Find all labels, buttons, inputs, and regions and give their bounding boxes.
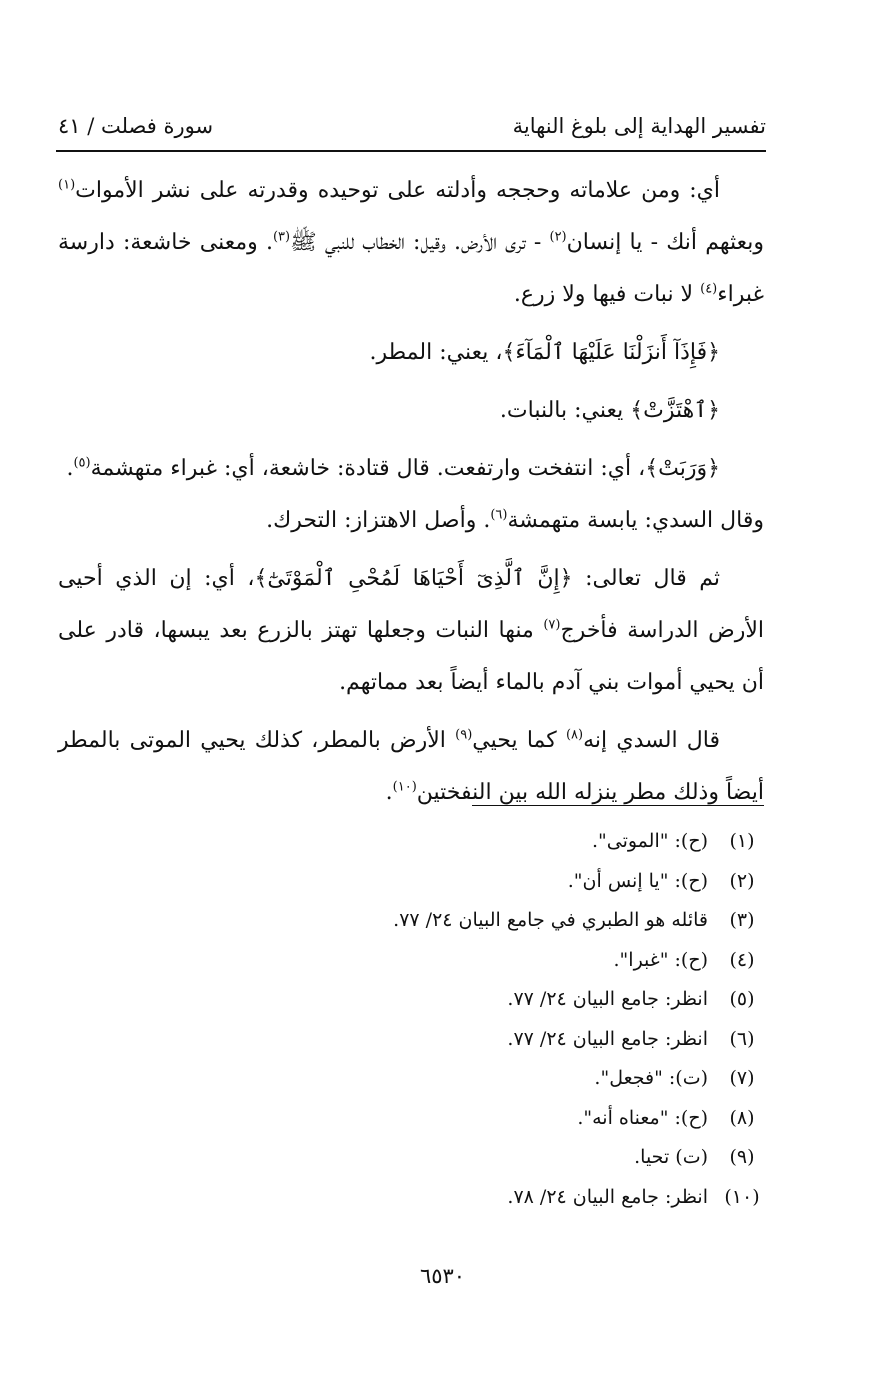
text-segment: . xyxy=(66,456,74,481)
footnote-ref-1[interactable]: (١) xyxy=(58,177,76,193)
text-segment: ، أي: إن الذي أحيى الأرض الدراسة فأخرج xyxy=(58,566,764,643)
page-number: ٦٥٣٠ xyxy=(419,1264,466,1288)
footnote-ref-10[interactable]: (١٠) xyxy=(392,779,417,795)
footnote-item xyxy=(58,1138,764,1178)
paragraph-3 xyxy=(58,385,764,437)
header-divider xyxy=(56,150,766,152)
text-segment: ، أي: انتفخت وارتفعت. قال قتادة: خاشعة، أي: غبراء متهشمة xyxy=(90,456,646,481)
footnote-text: انظر: جامع البيان ٢٤/ ٧٧. xyxy=(507,988,708,1010)
text-segment: لا نبات فيها ولا زرع. xyxy=(513,282,701,307)
text-segment: . xyxy=(385,780,393,805)
footnote-item xyxy=(58,980,764,1020)
footnote-number: (٩) xyxy=(729,1146,755,1168)
footnote-text: (ح): "يا إنس أن". xyxy=(567,869,708,892)
text-segment: أي: ومن علاماته وحججه وأدلته على توحيده وقدرته على نشر الأموات xyxy=(75,178,720,203)
footnote-text: (ح): "الموتى". xyxy=(591,830,708,852)
text-segment: كما يحيي xyxy=(472,728,566,753)
footnote-text: انظر: جامع البيان ٢٤/ ٧٨. xyxy=(507,1185,708,1208)
footnote-text: (ح): "معناه أنه". xyxy=(577,1106,708,1129)
footnote-number: (٨) xyxy=(729,1106,755,1129)
footnote-divider xyxy=(472,805,764,806)
text-segment: - ترى الأرض. وقيل: الخطاب للنبي ﷺ xyxy=(290,230,550,255)
paragraph-6 xyxy=(58,715,764,819)
surah-reference: سورة فصلت / ٤١ xyxy=(58,114,214,138)
footnote-number: (٦) xyxy=(729,1027,755,1050)
footnote-ref-7[interactable]: (٧) xyxy=(543,617,561,633)
text-segment: ، يعني: المطر. xyxy=(369,340,503,365)
footnote-ref-4[interactable]: (٤) xyxy=(700,281,718,297)
text-segment: قال السدي إنه xyxy=(583,728,720,753)
footnote-number: (٥) xyxy=(729,988,755,1010)
quran-verse: ﴿إِنَّ ٱلَّذِىٓ أَحْيَاهَا لَمُحْىِ ٱلْمَوْتَىٰٓ﴾ xyxy=(254,566,573,591)
paragraph-1 xyxy=(58,165,764,321)
footnote-number: (١٠) xyxy=(724,1185,760,1208)
footnote-number: (٤) xyxy=(729,948,755,971)
paragraph-5 xyxy=(58,553,764,709)
footnote-ref-3[interactable]: (٣) xyxy=(272,229,291,245)
footnote-ref-5[interactable]: (٥) xyxy=(73,455,91,471)
text-segment: . ومعنى خاشعة: دارسة غبراء xyxy=(58,230,764,307)
footnote-item xyxy=(58,1099,764,1139)
footnote-item xyxy=(58,1059,764,1099)
footnote-text: قائله هو الطبري في جامع البيان ٢٤/ ٧٧. xyxy=(393,909,708,931)
footnote-item xyxy=(58,1178,764,1218)
text-segment: منها النبات وجعلها تهتز بالزرع بعد يبسها، قادر على أن يحيي أموات بني آدم بالماء أيضاً بعد مماتهم. xyxy=(58,618,764,695)
main-text xyxy=(58,165,764,825)
footnote-ref-9[interactable]: (٩) xyxy=(455,727,473,743)
footnote-ref-6[interactable]: (٦) xyxy=(490,507,508,523)
footnote-list xyxy=(58,822,764,1217)
footnote-item xyxy=(58,822,764,862)
footnote-item xyxy=(58,862,764,902)
text-segment: يعني: بالنبات. xyxy=(499,398,631,423)
footnote-item xyxy=(58,901,764,941)
footnote-text: (ت) تحيا. xyxy=(634,1146,708,1168)
text-segment: . وأصل الاهتزاز: التحرك. xyxy=(266,508,491,533)
footnote-text: (ت): "فجعل". xyxy=(594,1067,708,1089)
paragraph-4 xyxy=(58,443,764,547)
footnote-number: (٧) xyxy=(729,1067,755,1089)
text-segment: وقال السدي: يابسة متهمشة xyxy=(507,508,764,533)
text-segment: الأرض بالمطر، كذلك يحيي الموتى بالمطر أيضاً وذلك مطر ينزله الله بين النفختين xyxy=(58,728,764,805)
footnote-text: انظر: جامع البيان ٢٤/ ٧٧. xyxy=(507,1027,708,1050)
quran-verse: ﴿فَإِذَآ أَنزَلْنَا عَلَيْهَا ٱلْمَآءَ﴾ xyxy=(502,340,720,365)
book-title: تفسير الهداية إلى بلوغ النهاية xyxy=(512,114,766,138)
footnote-number: (٢) xyxy=(729,869,755,892)
quran-verse: ﴿وَرَبَتْ﴾ xyxy=(645,456,720,481)
footnote-item xyxy=(58,941,764,981)
footnote-number: (٣) xyxy=(729,909,755,931)
footnote-item xyxy=(58,1020,764,1060)
quran-verse: ﴿ٱهْتَزَّتْ﴾ xyxy=(630,398,720,423)
text-segment: ثم قال تعالى: xyxy=(572,566,721,591)
footnote-number: (١) xyxy=(729,830,755,852)
footnote-ref-2[interactable]: (٢) xyxy=(549,229,567,245)
footnote-ref-8[interactable]: (٨) xyxy=(565,727,584,743)
running-header xyxy=(58,108,766,144)
text-segment: وبعثهم أنك - يا إنسان xyxy=(566,230,764,255)
footnote-text: (ح): "غبرا". xyxy=(613,948,708,971)
paragraph-2 xyxy=(58,327,764,379)
